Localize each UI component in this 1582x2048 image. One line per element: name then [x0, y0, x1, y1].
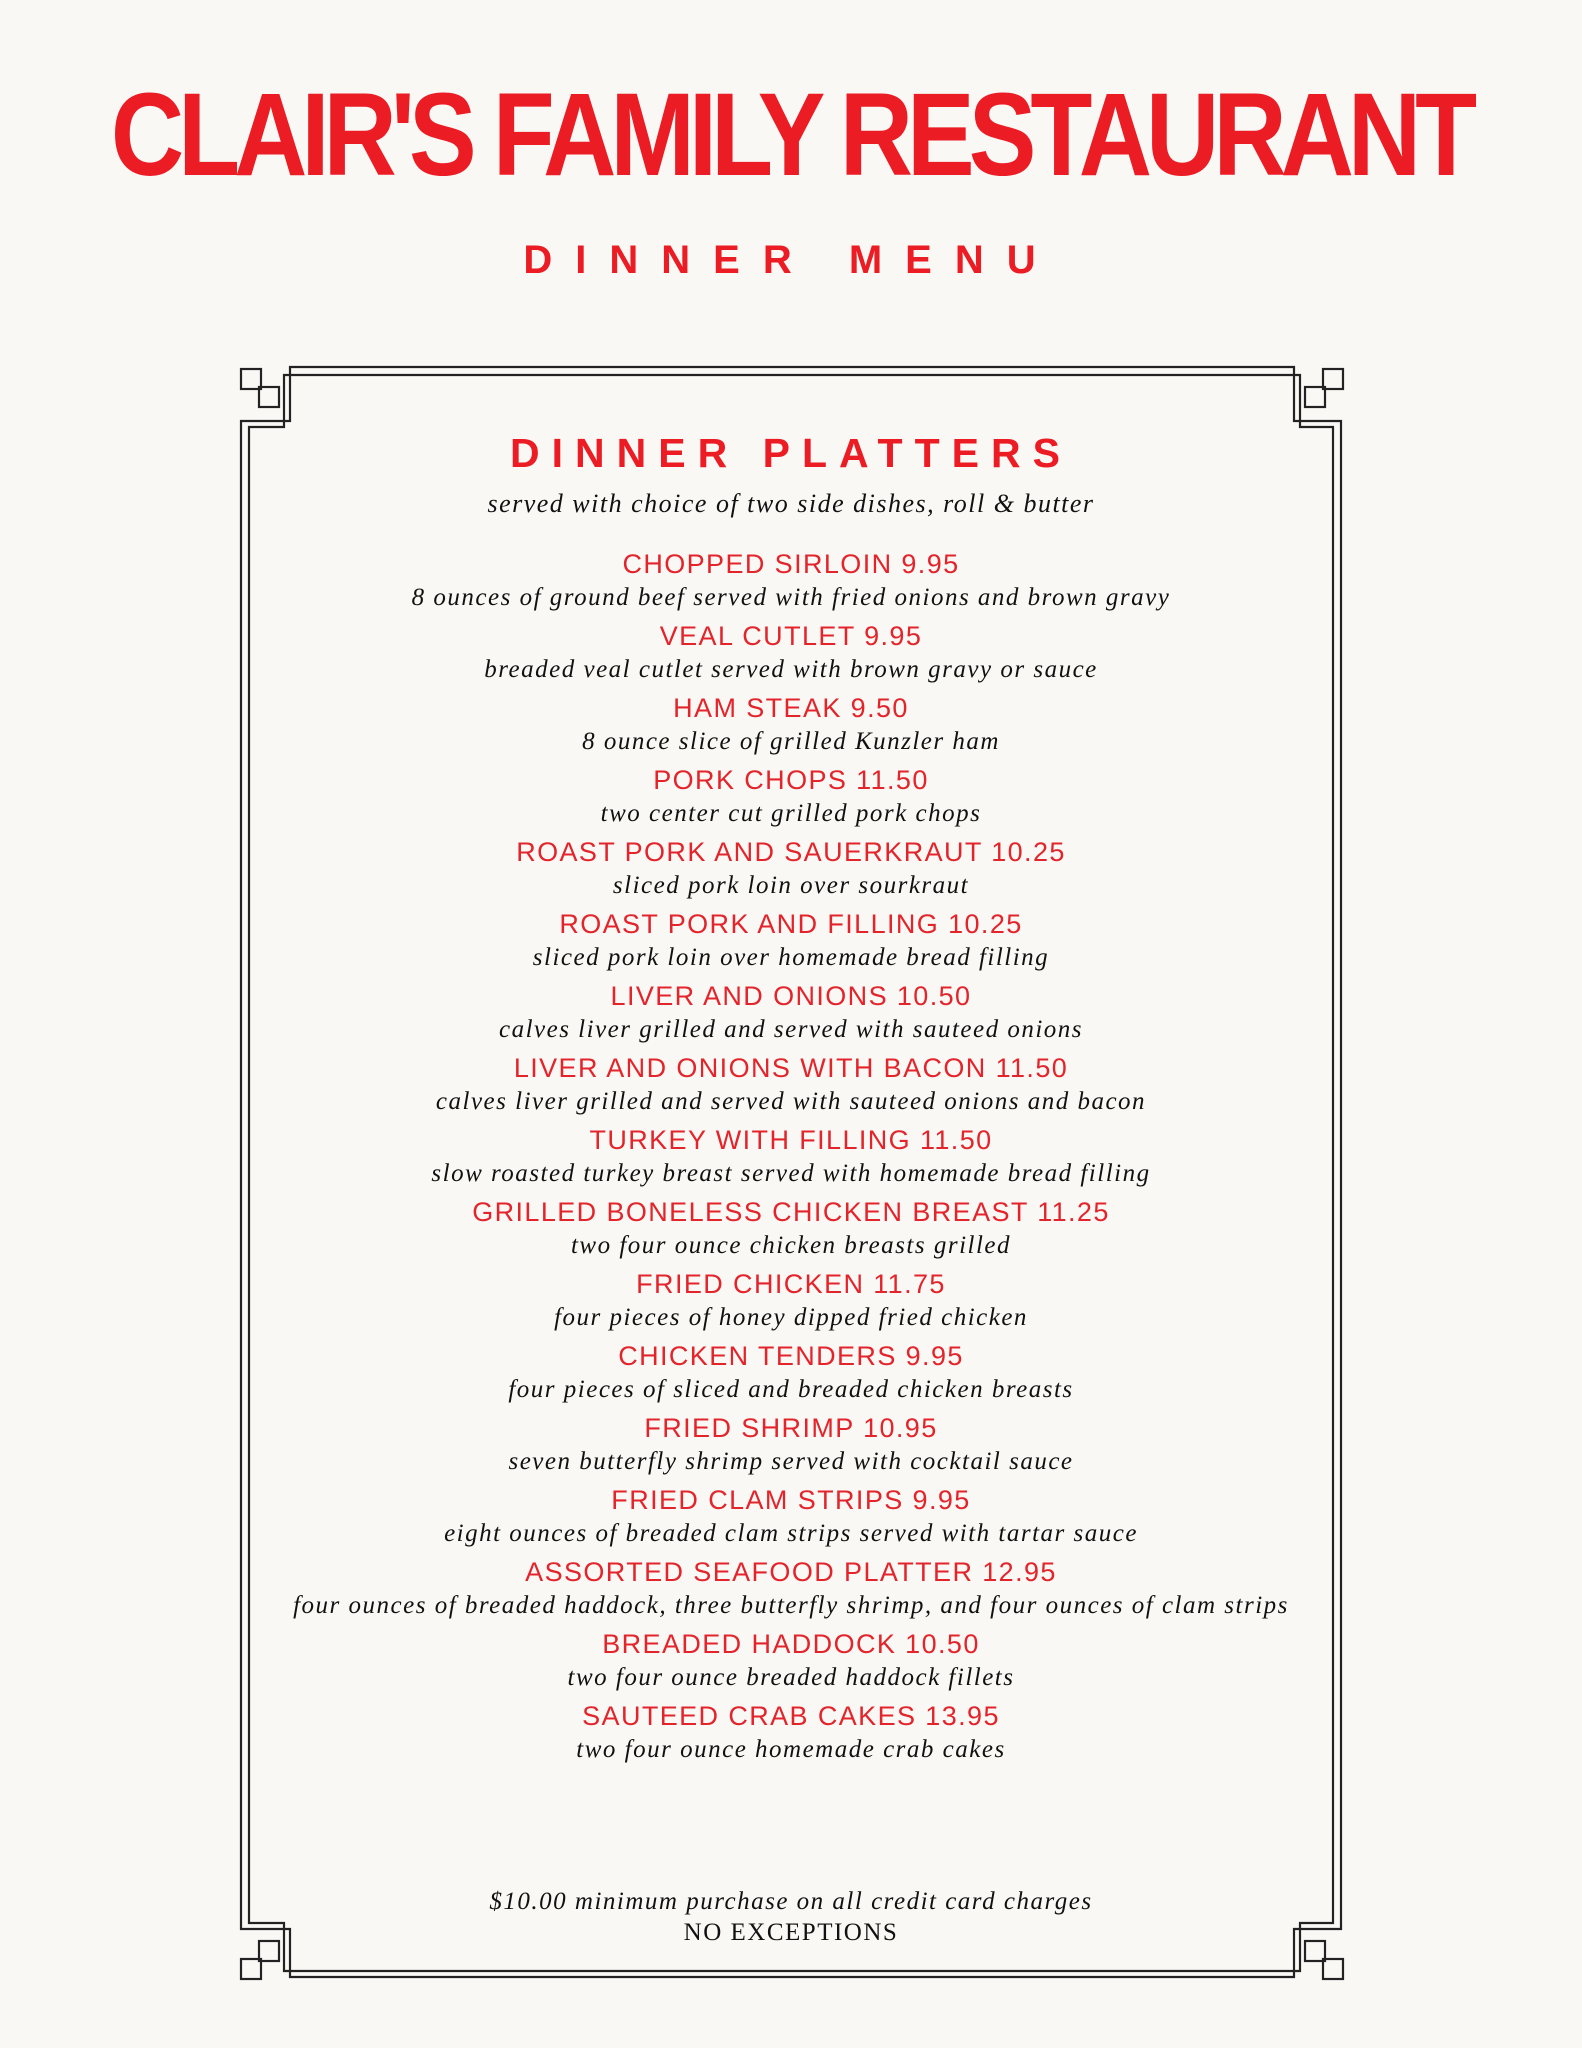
menu-item [260, 1266, 1322, 1334]
menu-item [260, 1482, 1322, 1550]
menu-title: DINNER MENU [523, 238, 1059, 282]
menu-item-name: BREADED HADDOCK 10.50 [602, 1629, 980, 1659]
menu-item-name: FRIED SHRIMP 10.95 [644, 1413, 938, 1443]
section-subtitle: served with choice of two side dishes, roll & butter [487, 489, 1095, 518]
menu-item [260, 834, 1322, 902]
menu-item-name: SAUTEED CRAB CAKES 13.95 [582, 1701, 1000, 1731]
section-title: DINNER PLATTERS [510, 430, 1072, 476]
menu-item-name: ROAST PORK AND FILLING 10.25 [559, 909, 1023, 939]
menu-item [260, 762, 1322, 830]
menu-item-description: 8 ounces of ground beef served with fried onions and brown gravy [411, 584, 1171, 611]
menu-item-name: ASSORTED SEAFOOD PLATTER 12.95 [525, 1557, 1057, 1587]
menu-item [260, 978, 1322, 1046]
menu-item [260, 618, 1322, 686]
menu-item-description: seven butterfly shrimp served with cocktail sauce [508, 1448, 1074, 1475]
menu-item-name: TURKEY WITH FILLING 11.50 [589, 1125, 993, 1155]
menu-item [260, 1194, 1322, 1262]
no-exceptions-text: NO EXCEPTIONS [683, 1919, 899, 1946]
menu-item-name: ROAST PORK AND SAUERKRAUT 10.25 [516, 837, 1066, 867]
menu-item [260, 690, 1322, 758]
menu-item-description: slow roasted turkey breast served with homemade bread filling [431, 1160, 1151, 1187]
menu-item-description: two four ounce breaded haddock fillets [567, 1664, 1015, 1691]
menu-item-name: HAM STEAK 9.50 [673, 693, 909, 723]
menu-item-description: 8 ounce slice of grilled Kunzler ham [582, 728, 1000, 755]
menu-item-name: CHICKEN TENDERS 9.95 [618, 1341, 964, 1371]
menu-item-name: CHOPPED SIRLOIN 9.95 [622, 549, 960, 579]
menu-item [260, 1626, 1322, 1694]
menu-item-description: calves liver grilled and served with sauteed onions and bacon [435, 1088, 1147, 1115]
menu-item-description: four pieces of honey dipped fried chicken [554, 1304, 1028, 1331]
menu-item-description: sliced pork loin over homemade bread filling [532, 944, 1050, 971]
menu-item-description: calves liver grilled and served with sauteed onions [498, 1016, 1084, 1043]
menu-item [260, 1050, 1322, 1118]
menu-items-list [260, 546, 1322, 1766]
menu-item-name: LIVER AND ONIONS 10.50 [610, 981, 972, 1011]
menu-item-name: PORK CHOPS 11.50 [653, 765, 929, 795]
menu-item-description: breaded veal cutlet served with brown gravy or sauce [484, 656, 1098, 683]
menu-item-name: VEAL CUTLET 9.95 [659, 621, 923, 651]
menu-item-description: four ounces of breaded haddock, three butterfly shrimp, and four ounces of clam strips [293, 1592, 1289, 1619]
menu-item-name: FRIED CLAM STRIPS 9.95 [611, 1485, 971, 1515]
menu-item-description: two center cut grilled pork chops [600, 800, 982, 827]
menu-item [260, 1698, 1322, 1766]
restaurant-name: CLAIR'S FAMILY RESTAURANT [110, 69, 1472, 201]
menu-item [260, 906, 1322, 974]
menu-item [260, 546, 1322, 614]
menu-item-name: FRIED CHICKEN 11.75 [636, 1269, 946, 1299]
dinner-platters-section [260, 420, 1322, 1770]
menu-item [260, 1122, 1322, 1190]
menu-item-name: LIVER AND ONIONS WITH BACON 11.50 [513, 1053, 1069, 1083]
menu-item-description: eight ounces of breaded clam strips served with tartar sauce [444, 1520, 1138, 1547]
menu-item-description: two four ounce homemade crab cakes [576, 1736, 1006, 1763]
menu-item-description: sliced pork loin over sourkraut [612, 872, 970, 899]
credit-card-note: $10.00 minimum purchase on all credit card charges [489, 1888, 1093, 1915]
menu-item [260, 1554, 1322, 1622]
menu-item-description: four pieces of sliced and breaded chicken breasts [508, 1376, 1074, 1403]
footer [260, 1886, 1322, 1948]
menu-item [260, 1338, 1322, 1406]
menu-item-name: GRILLED BONELESS CHICKEN BREAST 11.25 [472, 1197, 1110, 1227]
menu-item-description: two four ounce chicken breasts grilled [570, 1232, 1012, 1259]
menu-item [260, 1410, 1322, 1478]
